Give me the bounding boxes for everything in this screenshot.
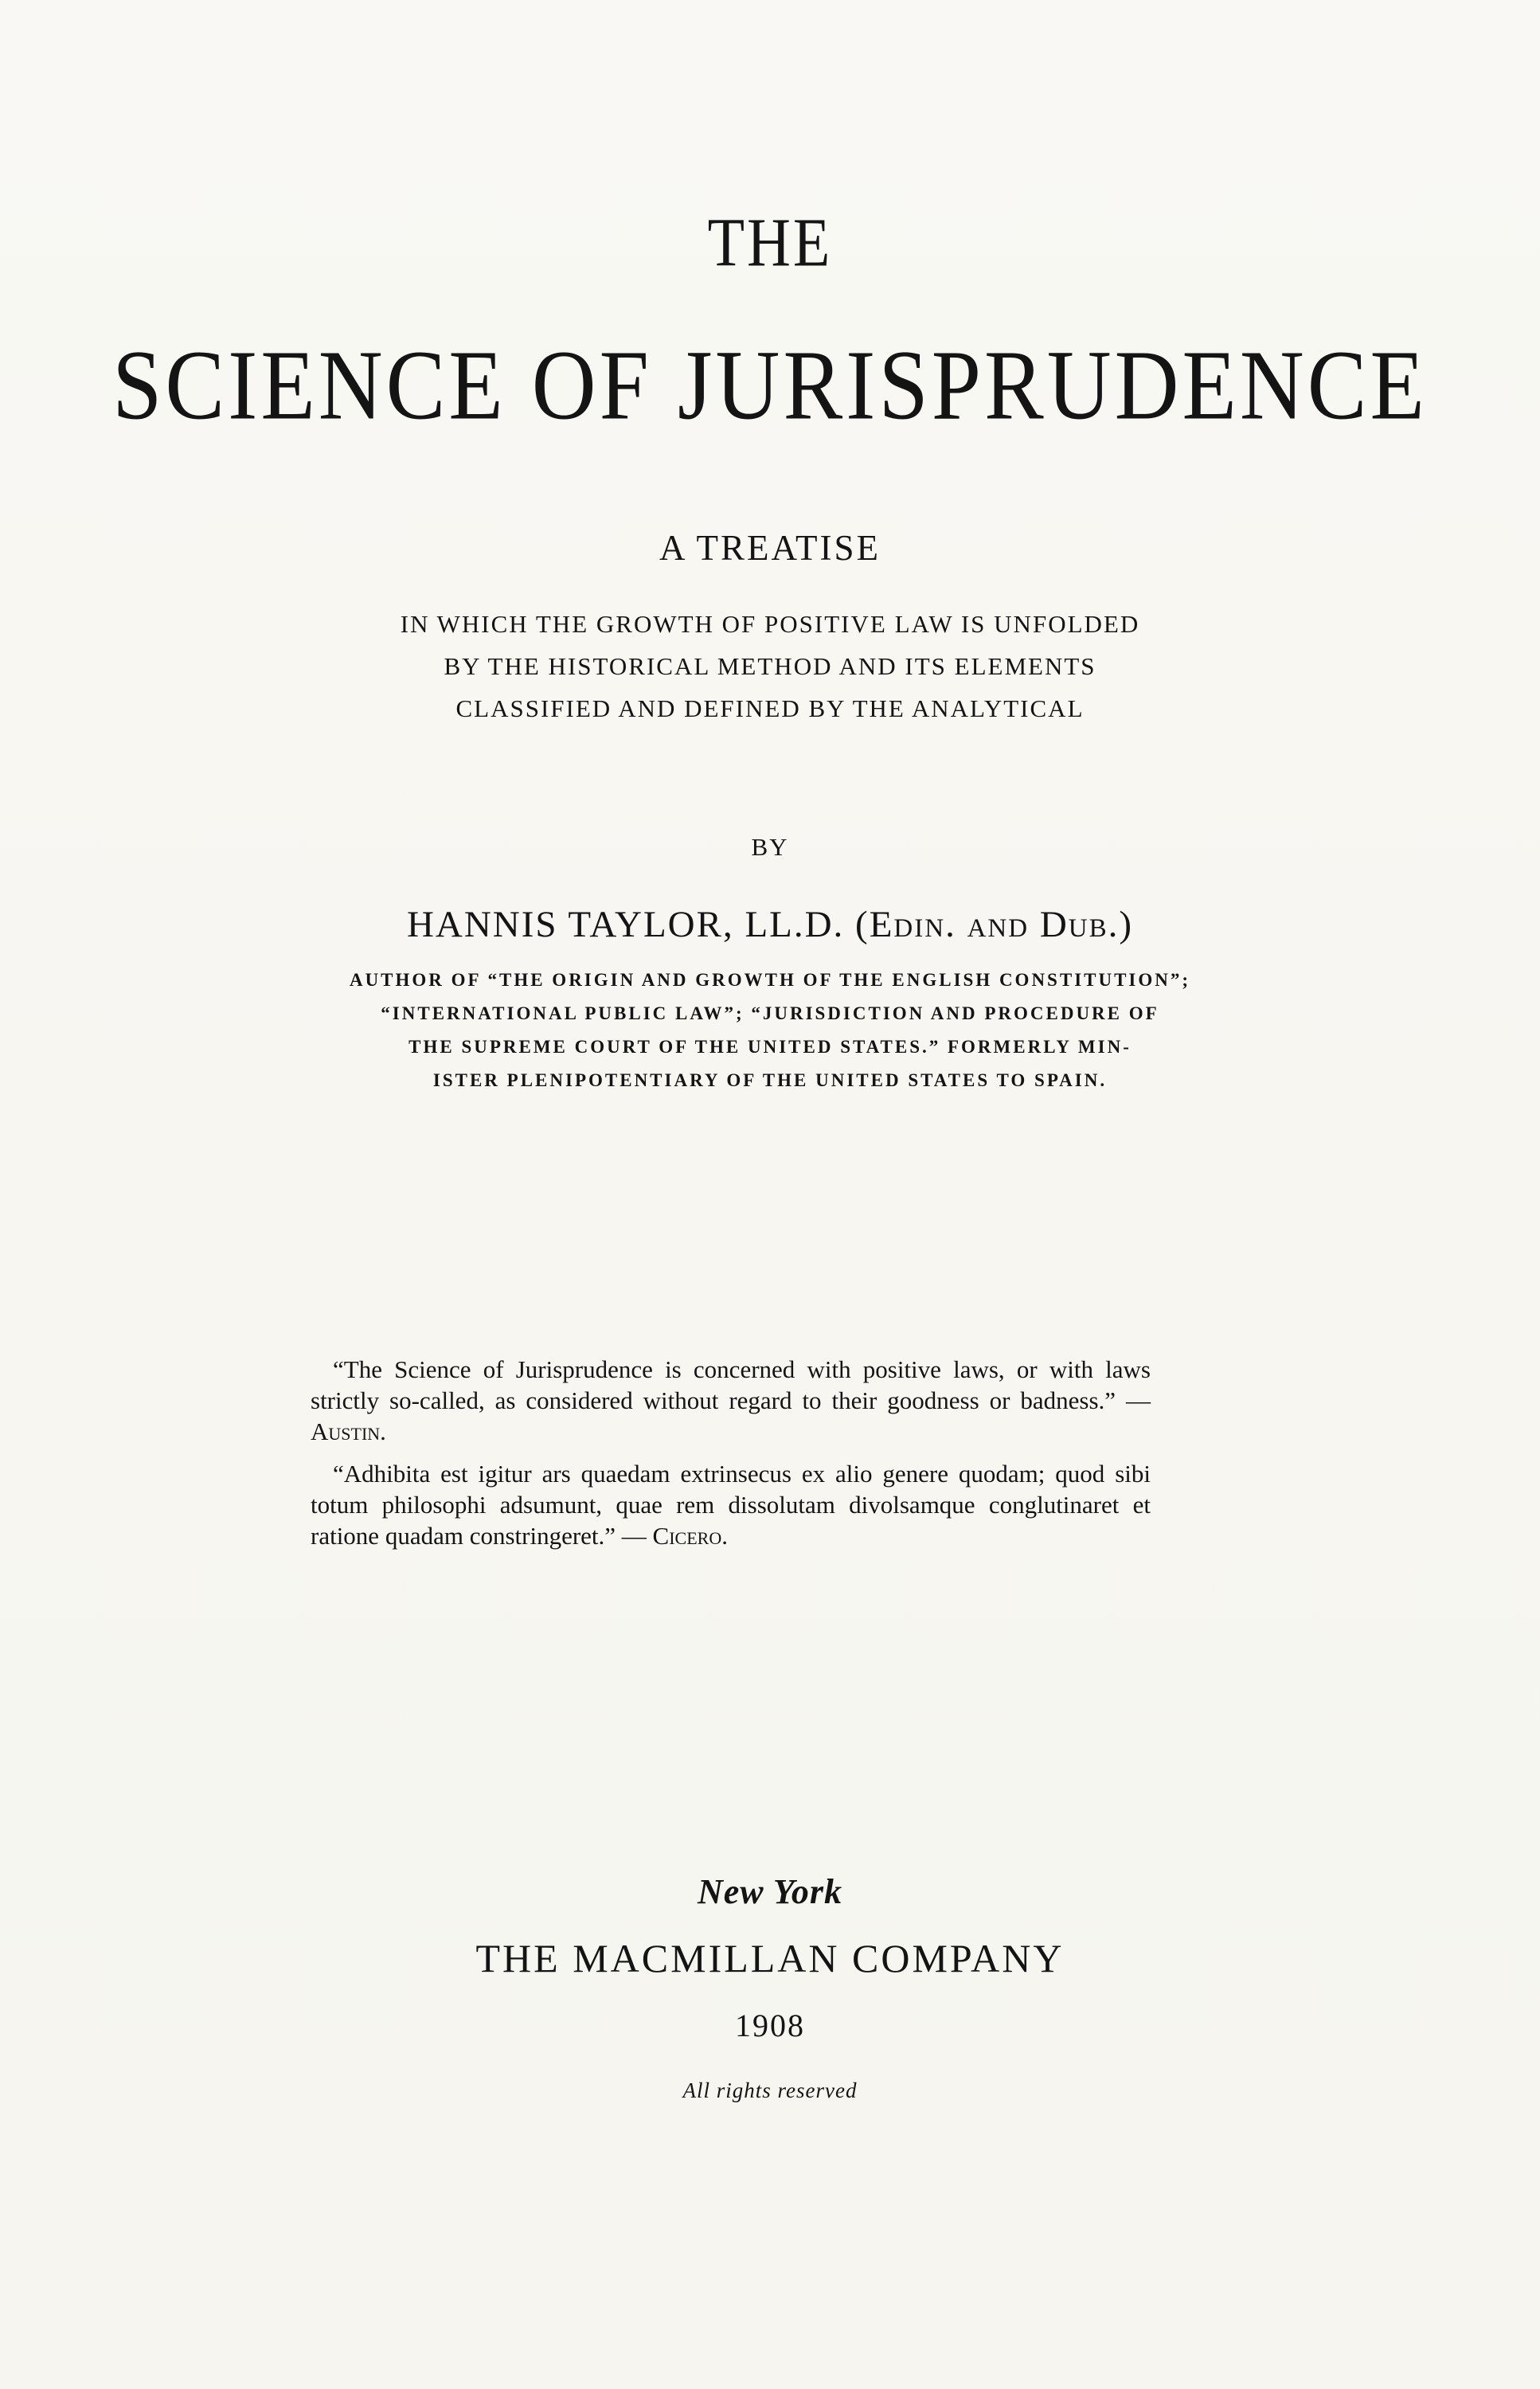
epigraph-cicero: [311, 1458, 1151, 1551]
epigraph-austin-attribution: Austin.: [311, 1417, 386, 1445]
description-line-2: BY THE HISTORICAL METHOD AND ITS ELEMENTS: [444, 652, 1096, 680]
title-article: THE: [707, 204, 833, 282]
subtitle: A TREATISE: [659, 528, 881, 568]
by-line: BY: [751, 833, 789, 861]
epigraph-cicero-attribution: Cicero.: [652, 1522, 728, 1550]
author-close-paren: ): [1119, 904, 1134, 945]
author-credit-line-4: ISTER PLENIPOTENTIARY OF THE UNITED STATES TO SPAIN.: [432, 1070, 1108, 1090]
author-credit-line-1: AUTHOR OF “THE ORIGIN AND GROWTH OF THE ENGLISH CONSTITUTION”;: [349, 970, 1191, 990]
description-line-1: IN WHICH THE GROWTH OF POSITIVE LAW IS UNFOLDED: [400, 610, 1140, 638]
publisher: THE MACMILLAN COMPANY: [475, 1936, 1065, 1980]
author-credit-line-3: THE SUPREME COURT OF THE UNITED STATES.” FORMERLY MIN-: [408, 1037, 1132, 1057]
epigraph-austin: [311, 1354, 1151, 1447]
publication-place: New York: [698, 1872, 842, 1911]
author-name: HANNIS TAYLOR, LL.D. (: [406, 904, 870, 945]
publication-year: 1908: [735, 2008, 805, 2043]
epigraph-cicero-text: “Adhibita est igitur ars quaedam extrinsecus ex alio genere quodam; quod sibi totum philosophi adsumunt, quae rem dissolutam divolsamque conglutinaret et ratione quadam constringeret.” —: [311, 1460, 1151, 1550]
rights-notice: All rights reserved: [682, 2078, 858, 2102]
epigraphs: [311, 1354, 1151, 1562]
author-line: [0, 903, 1540, 946]
book-title: SCIENCE OF JURISPRUDENCE: [112, 330, 1428, 441]
description-line-3: CLASSIFIED AND DEFINED BY THE ANALYTICAL: [455, 694, 1085, 722]
author-credit-line-2: “INTERNATIONAL PUBLIC LAW”; “JURISDICTION AND PROCEDURE OF: [381, 1003, 1159, 1023]
epigraph-austin-text: “The Science of Jurisprudence is concerned with positive laws, or with laws strictly so-called, as considered without regard to their goodness or badness.” —: [311, 1355, 1151, 1414]
author-degrees: Edin. and Dub.: [869, 904, 1120, 945]
